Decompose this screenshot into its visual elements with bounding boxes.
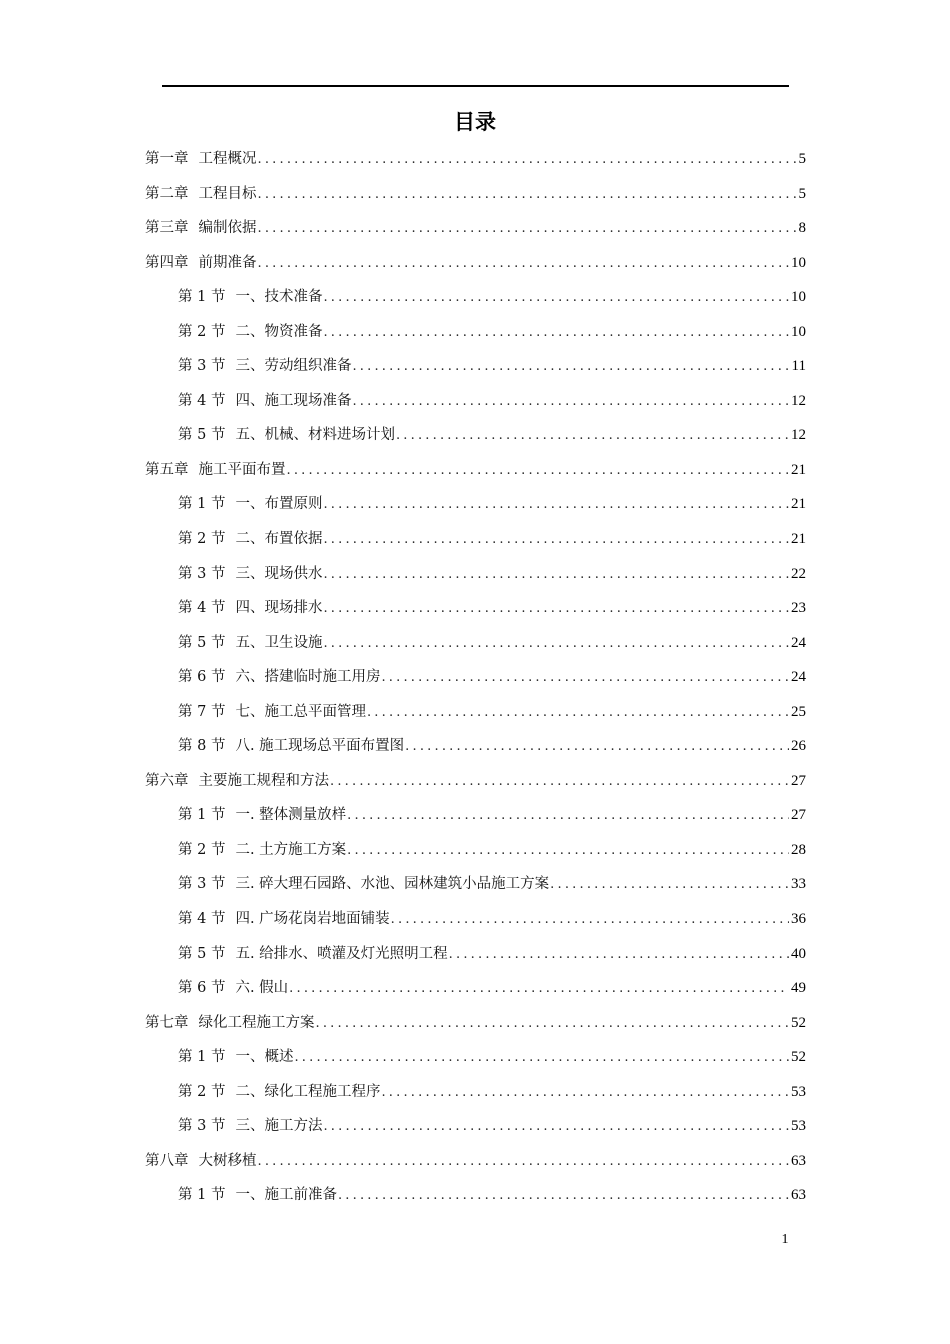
toc-entry-text: 一、概述	[235, 1049, 294, 1066]
toc-entry-text: 五、机械、材料进场计划	[235, 427, 395, 444]
toc-entry-prefix: 第四章	[145, 254, 189, 271]
toc-entry-label	[178, 732, 404, 760]
dot-leader	[258, 250, 790, 278]
toc-entry-page: 53	[791, 1118, 806, 1135]
toc-title: 目录	[454, 110, 496, 134]
dot-leader	[258, 1148, 790, 1176]
toc-entry-text: 八. 施工现场总平面布置图	[235, 738, 405, 755]
dot-leader	[289, 975, 789, 1003]
toc-entry-page: 22	[791, 565, 806, 582]
toc-section-entry[interactable]	[145, 732, 806, 767]
toc-entry-page: 10	[791, 254, 806, 271]
toc-chapter-entry[interactable]	[145, 180, 806, 215]
toc-entry-text: 三、施工方法	[235, 1118, 323, 1135]
toc-entry-prefix: 第 3 节	[178, 358, 226, 375]
toc-entry-page: 10	[791, 323, 806, 340]
toc-entry-page: 11	[791, 358, 806, 375]
toc-entry-prefix: 第五章	[145, 461, 189, 478]
toc-entry-prefix: 第 4 节	[178, 392, 226, 409]
toc-entry-prefix: 第 7 节	[178, 703, 226, 720]
toc-entry-label	[178, 352, 351, 380]
toc-entry-page: 12	[791, 427, 806, 444]
dot-leader	[347, 802, 789, 830]
toc-entry-text: 施工平面布置	[198, 461, 286, 478]
toc-entry-label	[178, 525, 322, 553]
toc-chapter-entry[interactable]	[145, 1009, 806, 1044]
toc-section-entry[interactable]	[145, 594, 806, 629]
toc-entry-page: 27	[791, 807, 806, 824]
toc-section-entry[interactable]	[145, 1078, 806, 1113]
dot-leader	[381, 664, 789, 692]
toc-section-entry[interactable]	[145, 663, 806, 698]
toc-entry-label	[178, 629, 322, 657]
toc-entry-text: 一、施工前准备	[235, 1187, 337, 1204]
toc-entry-prefix: 第 1 节	[178, 1049, 226, 1066]
toc-entry-prefix: 第 3 节	[178, 876, 226, 893]
toc-entry-page: 12	[791, 392, 806, 409]
toc-entry-label	[145, 249, 257, 277]
dot-leader	[258, 215, 797, 243]
toc-entry-text: 前期准备	[198, 254, 257, 271]
toc-entry-label	[178, 663, 380, 691]
toc-entry-prefix: 第 4 节	[178, 600, 226, 617]
toc-entry-text: 五、卫生设施	[235, 634, 323, 651]
dot-leader	[323, 630, 789, 658]
dot-leader	[330, 768, 789, 796]
toc-entry-prefix: 第 2 节	[178, 531, 226, 548]
toc-entry-page: 5	[798, 185, 806, 202]
dot-leader	[258, 181, 797, 209]
toc-entry-prefix: 第 1 节	[178, 289, 226, 306]
toc-entry-label	[178, 801, 346, 829]
toc-entry-prefix: 第 2 节	[178, 841, 226, 858]
toc-entry-page: 5	[798, 151, 806, 167]
toc-entry-label	[178, 560, 322, 588]
toc-entry-prefix: 第八章	[145, 1152, 189, 1169]
toc-entry-prefix: 第 1 节	[178, 496, 226, 513]
dot-leader	[550, 871, 789, 899]
toc-entry-page: 52	[791, 1049, 806, 1066]
dot-leader	[287, 457, 790, 485]
toc-entry-label	[178, 1078, 380, 1106]
toc-entry-label	[178, 594, 322, 622]
toc-entry-prefix: 第 2 节	[178, 1083, 226, 1100]
toc-entry-text: 六. 假山	[235, 980, 289, 997]
toc-entry-page: 27	[791, 772, 806, 789]
toc-entry-text: 三. 碎大理石园路、水池、园林建筑小品施工方案	[235, 876, 550, 893]
dot-leader	[352, 388, 789, 416]
toc-entry-label	[178, 974, 288, 1002]
toc-section-entry[interactable]	[145, 352, 806, 387]
toc-entry-label	[145, 1147, 257, 1175]
toc-section-entry[interactable]	[145, 387, 806, 422]
dot-leader	[316, 1010, 790, 1038]
toc-entry-label	[178, 836, 346, 864]
dot-leader	[367, 699, 789, 727]
toc-entry-page: 63	[791, 1152, 806, 1169]
toc-entry-prefix: 第 3 节	[178, 1118, 226, 1135]
toc-section-entry[interactable]	[145, 1112, 806, 1147]
toc-chapter-entry[interactable]	[145, 214, 806, 249]
toc-entry-label	[178, 870, 549, 898]
toc-entry-page: 40	[791, 945, 806, 962]
toc-entry-text: 六、搭建临时施工用房	[235, 669, 381, 686]
toc-entry-text: 二、物资准备	[235, 323, 323, 340]
dot-leader	[294, 1044, 789, 1072]
toc-entry-label	[178, 1112, 322, 1140]
dot-leader	[323, 319, 789, 347]
toc-section-entry[interactable]	[145, 940, 806, 975]
dot-leader	[381, 1079, 789, 1107]
toc-section-entry[interactable]	[145, 801, 806, 836]
toc-entry-page: 33	[791, 876, 806, 893]
toc-entry-prefix: 第 5 节	[178, 634, 226, 651]
toc-entry-text: 主要施工规程和方法	[198, 772, 329, 789]
toc-section-entry[interactable]	[145, 974, 806, 1009]
toc-chapter-entry[interactable]	[145, 1147, 806, 1182]
toc-entry-label	[145, 1009, 315, 1037]
toc-chapter-entry[interactable]	[145, 767, 806, 802]
toc-section-entry[interactable]	[145, 629, 806, 664]
toc-entry-page: 21	[791, 496, 806, 513]
dot-leader	[323, 284, 789, 312]
toc-entry-text: 一、技术准备	[235, 289, 323, 306]
toc-entry-prefix: 第 4 节	[178, 911, 226, 928]
toc-entry-prefix: 第三章	[145, 220, 189, 237]
header-rule	[162, 85, 789, 87]
toc-section-entry[interactable]	[145, 1043, 806, 1078]
toc-entry-text: 四、现场排水	[235, 600, 323, 617]
toc-entry-label	[145, 145, 257, 173]
toc-entry-label	[178, 905, 390, 933]
toc-entry-label	[145, 214, 257, 242]
toc-entry-page: 52	[791, 1014, 806, 1031]
toc-entry-text: 七、施工总平面管理	[235, 703, 366, 720]
dot-leader	[396, 422, 789, 450]
toc-entry-text: 二、绿化工程施工程序	[235, 1083, 381, 1100]
toc-entry-prefix: 第一章	[145, 151, 189, 167]
toc-section-entry[interactable]	[145, 836, 806, 871]
toc-section-entry[interactable]	[145, 698, 806, 733]
toc-entry-label	[178, 387, 351, 415]
toc-entry-label	[178, 421, 395, 449]
toc-entry-text: 二、布置依据	[235, 531, 323, 548]
toc-entry-prefix: 第六章	[145, 772, 189, 789]
toc-entry-text: 大树移植	[198, 1152, 257, 1169]
toc-entry-page: 10	[791, 289, 806, 306]
toc-chapter-entry[interactable]	[145, 456, 806, 491]
toc-section-entry[interactable]	[145, 421, 806, 456]
toc-entry-page: 21	[791, 531, 806, 548]
dot-leader	[347, 837, 789, 865]
toc-entry-text: 一. 整体测量放样	[235, 807, 347, 824]
toc-entry-text: 绿化工程施工方案	[198, 1014, 315, 1031]
toc-entry-text: 一、布置原则	[235, 496, 323, 513]
toc-section-entry[interactable]	[145, 870, 806, 905]
dot-leader	[323, 491, 789, 519]
toc-entry-page: 24	[791, 669, 806, 686]
toc-entry-text: 四. 广场花岗岩地面铺装	[235, 911, 390, 928]
table-of-contents	[145, 145, 806, 1216]
toc-entry-label	[145, 767, 329, 795]
toc-entry-prefix: 第 5 节	[178, 945, 226, 962]
toc-entry-page: 23	[791, 600, 806, 617]
toc-section-entry[interactable]	[145, 283, 806, 318]
toc-section-entry[interactable]	[145, 525, 806, 560]
dot-leader	[405, 733, 789, 761]
toc-entry-text: 三、现场供水	[235, 565, 323, 582]
toc-entry-prefix: 第 1 节	[178, 807, 226, 824]
toc-section-entry[interactable]	[145, 560, 806, 595]
dot-leader	[323, 595, 789, 623]
toc-entry-prefix: 第二章	[145, 185, 189, 202]
toc-entry-label	[178, 490, 322, 518]
toc-entry-text: 五. 给排水、喷灌及灯光照明工程	[235, 945, 448, 962]
toc-entry-text: 工程概况	[198, 151, 257, 167]
toc-entry-text: 三、劳动组织准备	[235, 358, 352, 375]
toc-entry-page: 26	[791, 738, 806, 755]
dot-leader	[449, 941, 789, 969]
toc-section-entry[interactable]	[145, 318, 806, 353]
toc-entry-page: 36	[791, 911, 806, 928]
toc-entry-prefix: 第 5 节	[178, 427, 226, 444]
dot-leader	[323, 526, 789, 554]
toc-entry-page: 24	[791, 634, 806, 651]
dot-leader	[323, 561, 789, 589]
toc-section-entry[interactable]	[145, 490, 806, 525]
toc-entry-text: 工程目标	[198, 185, 257, 202]
toc-entry-prefix: 第 2 节	[178, 323, 226, 340]
toc-section-entry[interactable]	[145, 905, 806, 940]
toc-entry-page: 25	[791, 703, 806, 720]
toc-chapter-entry[interactable]	[145, 145, 806, 180]
toc-entry-page: 8	[798, 220, 806, 237]
toc-entry-prefix: 第 1 节	[178, 1187, 226, 1204]
toc-entry-label	[178, 1181, 337, 1209]
toc-entry-page: 49	[791, 980, 806, 997]
toc-entry-page: 63	[791, 1187, 806, 1204]
toc-entry-page: 28	[791, 841, 806, 858]
toc-entry-label	[178, 318, 322, 346]
toc-entry-label	[178, 1043, 293, 1071]
page-number: 1	[781, 1232, 789, 1247]
dot-leader	[258, 146, 797, 174]
toc-entry-prefix: 第 8 节	[178, 738, 226, 755]
toc-entry-text: 编制依据	[198, 220, 257, 237]
toc-entry-label	[145, 180, 257, 208]
toc-entry-prefix: 第 6 节	[178, 669, 226, 686]
toc-entry-label	[178, 940, 448, 968]
toc-entry-text: 二. 土方施工方案	[235, 841, 347, 858]
dot-leader	[338, 1182, 789, 1210]
dot-leader	[391, 906, 789, 934]
toc-entry-page: 53	[791, 1083, 806, 1100]
toc-entry-label	[145, 456, 286, 484]
toc-entry-prefix: 第 3 节	[178, 565, 226, 582]
toc-entry-label	[178, 283, 322, 311]
dot-leader	[352, 353, 789, 381]
toc-entry-prefix: 第七章	[145, 1014, 189, 1031]
toc-chapter-entry[interactable]	[145, 249, 806, 284]
toc-entry-page: 21	[791, 461, 806, 478]
toc-entry-text: 四、施工现场准备	[235, 392, 352, 409]
toc-section-entry[interactable]	[145, 1181, 806, 1216]
toc-entry-label	[178, 698, 366, 726]
toc-entry-prefix: 第 6 节	[178, 980, 226, 997]
dot-leader	[323, 1113, 789, 1141]
